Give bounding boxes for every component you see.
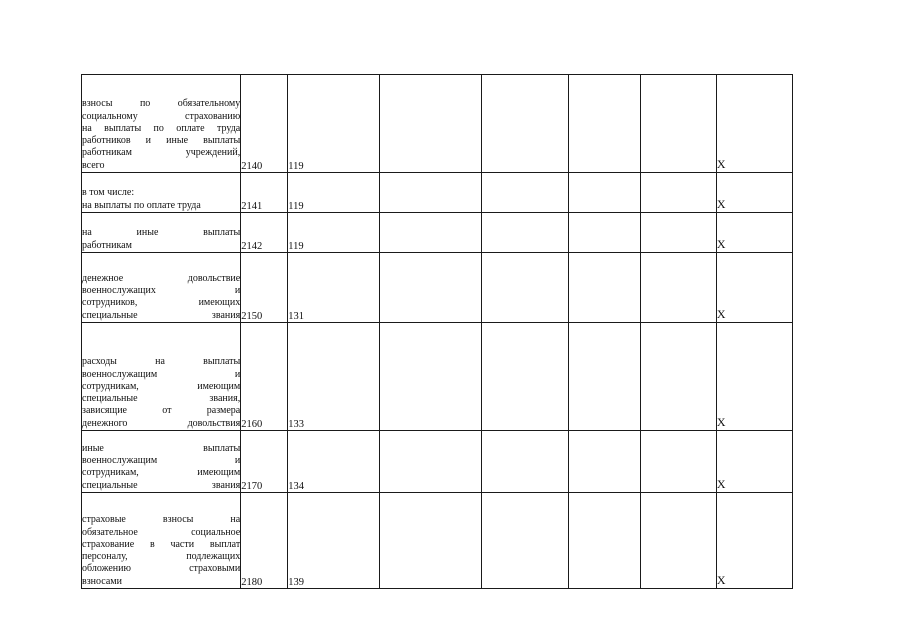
empty-cell xyxy=(380,323,481,431)
row-label-line: расходы на выплаты xyxy=(82,356,241,368)
empty-cell xyxy=(481,213,568,253)
empty-cell xyxy=(380,253,481,323)
row-code: 2150 xyxy=(241,253,288,323)
row-label-line: персоналу, подлежащих xyxy=(82,551,241,563)
row-kosgu-code: 131 xyxy=(288,253,380,323)
empty-cell xyxy=(481,75,568,173)
empty-cell xyxy=(640,253,716,323)
row-label-line: военнослужащих и xyxy=(82,285,241,297)
row-label-line: работникам учреждений, xyxy=(82,147,241,159)
table-row xyxy=(82,173,793,213)
form-sheet xyxy=(81,74,793,589)
empty-cell xyxy=(640,75,716,173)
empty-cell xyxy=(380,173,481,213)
empty-cell xyxy=(481,431,568,493)
row-code: 2142 xyxy=(241,213,288,253)
row-label xyxy=(82,75,241,173)
table-row xyxy=(82,431,793,493)
row-label-line: страхование в части выплат xyxy=(82,538,241,550)
row-code: 2160 xyxy=(241,323,288,431)
empty-cell xyxy=(568,213,640,253)
empty-cell xyxy=(568,253,640,323)
row-label xyxy=(82,213,241,253)
row-label-line: социальному страхованию xyxy=(82,110,241,122)
empty-cell xyxy=(380,493,481,589)
empty-cell xyxy=(568,75,640,173)
row-label-line: денежного довольствия xyxy=(82,417,241,429)
row-code: 2141 xyxy=(241,173,288,213)
row-kosgu-code: 134 xyxy=(288,431,380,493)
row-code: 2140 xyxy=(241,75,288,173)
empty-cell xyxy=(481,493,568,589)
empty-cell xyxy=(640,173,716,213)
row-code: 2180 xyxy=(241,493,288,589)
table-row xyxy=(82,75,793,173)
empty-cell xyxy=(640,323,716,431)
row-label xyxy=(82,253,241,323)
row-label-line: обложению страховыми xyxy=(82,563,241,575)
row-mark: X xyxy=(716,323,792,431)
empty-cell xyxy=(640,493,716,589)
row-label xyxy=(82,173,241,213)
row-label-line: военнослужащим и xyxy=(82,368,241,380)
row-label-line: взносы по обязательному xyxy=(82,98,241,110)
row-kosgu-code: 119 xyxy=(288,173,380,213)
empty-cell xyxy=(568,173,640,213)
row-mark: X xyxy=(716,431,792,493)
row-mark: X xyxy=(716,213,792,253)
row-mark: X xyxy=(716,75,792,173)
table-row xyxy=(82,213,793,253)
empty-cell xyxy=(640,213,716,253)
empty-cell xyxy=(481,323,568,431)
table-row xyxy=(82,253,793,323)
row-label-line: сотрудникам, имеющим xyxy=(82,380,241,392)
empty-cell xyxy=(380,213,481,253)
row-kosgu-code: 119 xyxy=(288,75,380,173)
row-label-line: на выплаты по оплате труда xyxy=(82,122,241,134)
empty-cell xyxy=(481,253,568,323)
row-kosgu-code: 133 xyxy=(288,323,380,431)
table-row xyxy=(82,323,793,431)
row-label-line: в том числе: xyxy=(82,187,135,199)
empty-cell xyxy=(481,173,568,213)
row-label-line: специальные звания xyxy=(82,479,241,491)
row-label-line: сотрудникам, имеющим xyxy=(82,467,241,479)
row-label-line: военнослужащим и xyxy=(82,455,241,467)
row-label-line: сотрудников, имеющих xyxy=(82,297,241,309)
budget-form-table xyxy=(81,74,793,589)
row-label-line: работникам xyxy=(82,239,132,251)
empty-cell xyxy=(640,431,716,493)
empty-cell xyxy=(568,431,640,493)
row-mark: X xyxy=(716,493,792,589)
row-kosgu-code: 139 xyxy=(288,493,380,589)
empty-cell xyxy=(568,323,640,431)
row-label-line: взносами xyxy=(82,575,122,587)
row-label-line: страховые взносы на xyxy=(82,514,241,526)
row-mark: X xyxy=(716,173,792,213)
row-label xyxy=(82,493,241,589)
row-label-line: на выплаты по оплате труда xyxy=(82,199,201,211)
row-label-line: всего xyxy=(82,159,105,171)
row-mark: X xyxy=(716,253,792,323)
row-label-line: зависящие от размера xyxy=(82,405,241,417)
row-label-line: на иные выплаты xyxy=(82,227,241,239)
row-code: 2170 xyxy=(241,431,288,493)
table-row xyxy=(82,493,793,589)
empty-cell xyxy=(380,75,481,173)
row-label-line: работников и иные выплаты xyxy=(82,135,241,147)
row-label-line: денежное довольствие xyxy=(82,272,241,284)
row-label xyxy=(82,323,241,431)
row-label-line: специальные звания xyxy=(82,309,241,321)
row-label-line: обязательное социальное xyxy=(82,526,241,538)
empty-cell xyxy=(568,493,640,589)
empty-cell xyxy=(380,431,481,493)
row-label xyxy=(82,431,241,493)
row-kosgu-code: 119 xyxy=(288,213,380,253)
row-label-line: иные выплаты xyxy=(82,442,241,454)
row-label-line: специальные звания, xyxy=(82,393,241,405)
